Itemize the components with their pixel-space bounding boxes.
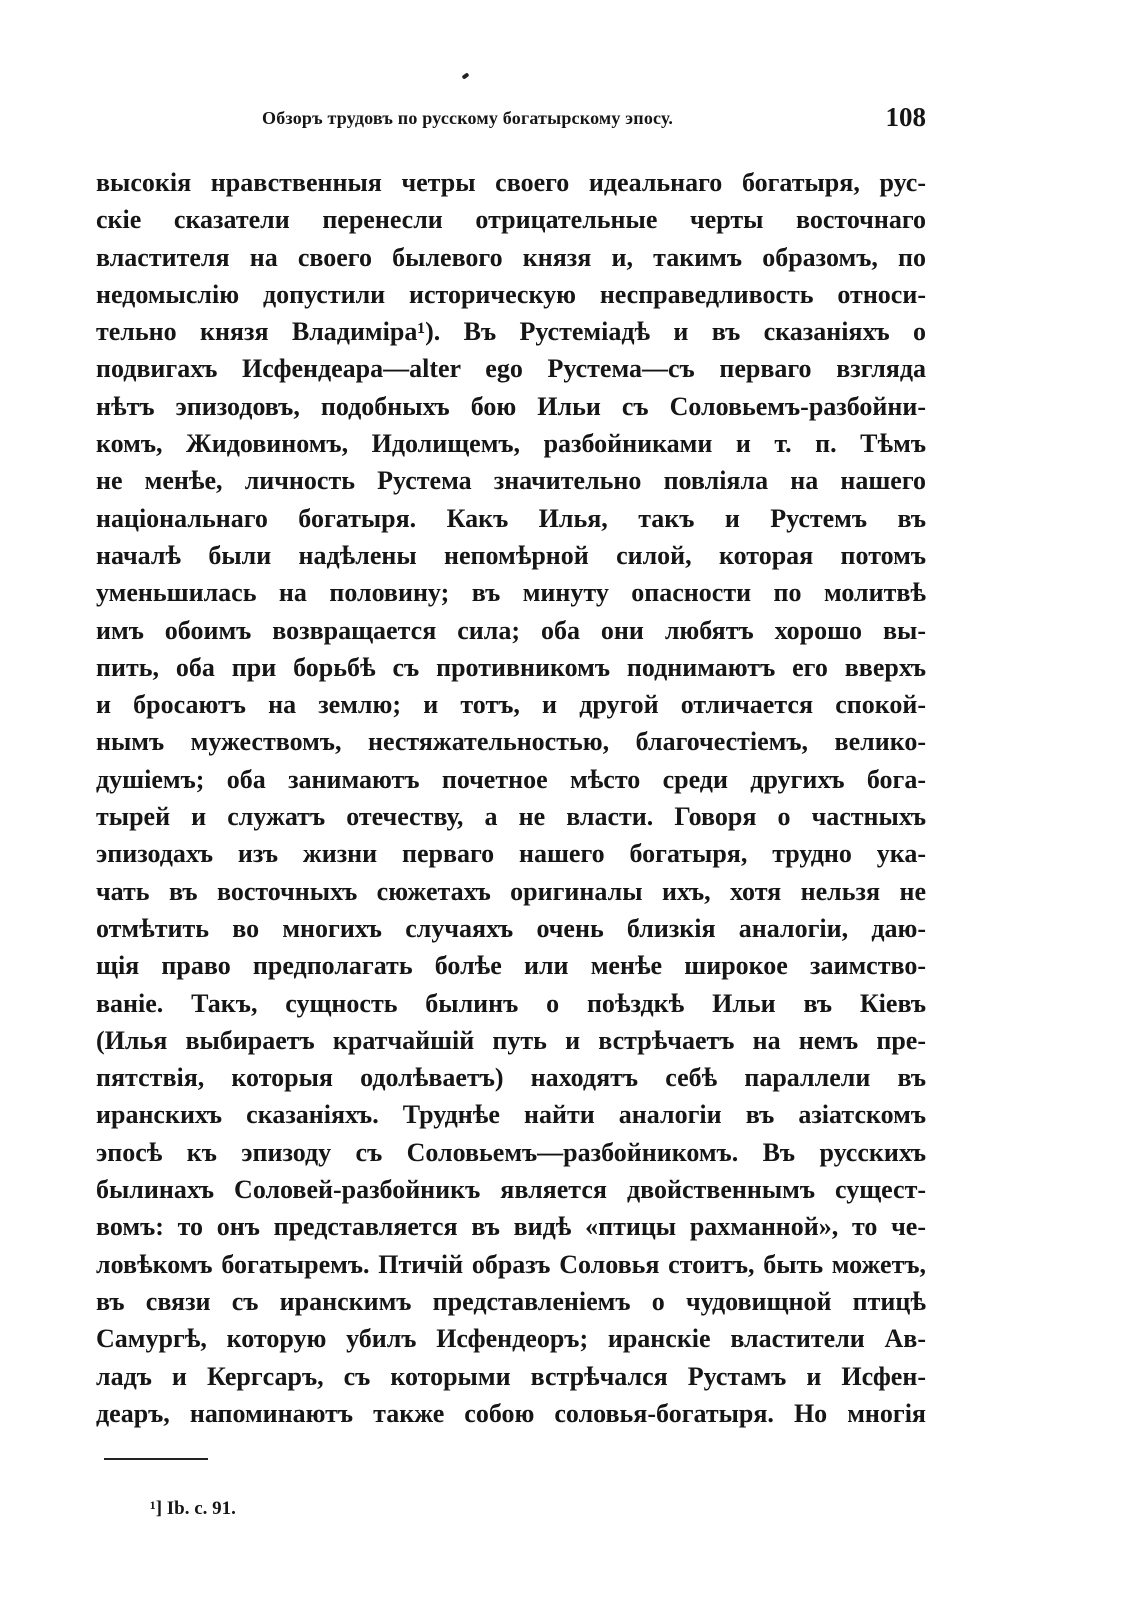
footnote: ¹] Ib. c. 91. <box>150 1498 236 1519</box>
text-line: вомъ: то онъ представляется въ видѣ «птицы рахманной», то че- <box>96 1212 926 1242</box>
text-line: (Илья выбираетъ кратчайшій путь и встрѣчаетъ на немъ пре- <box>96 1025 926 1055</box>
text-line: Самургѣ, которую убилъ Исфендеоръ; иранскіе властители Ав- <box>96 1324 926 1354</box>
text-line: и бросаютъ на землю; и тотъ, и другой отличается спокой- <box>96 690 926 720</box>
text-line: нымъ мужествомъ, нестяжательностью, благочестіемъ, велико- <box>96 727 926 757</box>
text-line: ладъ и Кергсаръ, съ которыми встрѣчался Рустамъ и Исфен- <box>96 1361 926 1391</box>
page-header <box>96 102 926 138</box>
text-line: эпизодахъ изъ жизни перваго нашего богатыря, трудно ука- <box>96 839 926 869</box>
text-line: подвигахъ Исфендеара—alter ego Рустема—съ перваго взгляда <box>96 354 926 384</box>
body-text <box>96 164 926 1432</box>
ink-speck <box>461 72 469 79</box>
text-line: ваніе. Такъ, сущность былинъ о поѣздкѣ Ильи въ Кіевъ <box>96 988 926 1018</box>
footnote-rule <box>104 1458 208 1460</box>
text-line: властителя на своего былевого князя и, такимъ образомъ, по <box>96 242 926 272</box>
text-line: отмѣтить во многихъ случаяхъ очень близкія аналогіи, даю- <box>96 913 926 943</box>
text-line: эпосѣ къ эпизоду съ Соловьемъ—разбойникомъ. Въ русскихъ <box>96 1137 926 1167</box>
text-line: недомыслію допустили историческую несправедливость относи- <box>96 279 926 309</box>
page-number: 108 <box>885 102 926 132</box>
text-line: не менѣе, личность Рустема значительно повліяла на нашего <box>96 466 926 496</box>
text-line: въ связи съ иранскимъ представленіемъ о чудовищной птицѣ <box>96 1286 926 1316</box>
text-line: національнаго богатыря. Какъ Илья, такъ и Рустемъ въ <box>96 503 926 533</box>
text-line: иранскихъ сказаніяхъ. Труднѣе найти аналогіи въ азіатскомъ <box>96 1100 926 1130</box>
text-line: душіемъ; оба занимаютъ почетное мѣсто среди другихъ бога- <box>96 764 926 794</box>
text-line: пятствія, которыя одолѣваетъ) находятъ себѣ параллели въ <box>96 1063 926 1093</box>
text-line: нѣтъ эпизодовъ, подобныхъ бою Ильи съ Соловьемъ-разбойни- <box>96 391 926 421</box>
running-head: Обзоръ трудовъ по русскому богатырскому эпосу. <box>262 108 674 128</box>
text-line: имъ обоимъ возвращается сила; оба они любятъ хорошо вы- <box>96 615 926 645</box>
text-line: деаръ, напоминаютъ также собою соловья-богатыря. Но многія <box>96 1398 926 1428</box>
text-line: скіе сказатели перенесли отрицательные черты восточнаго <box>96 205 926 235</box>
text-line: высокія нравственныя четры своего идеальнаго богатыря, рус- <box>96 168 926 197</box>
text-line: тельно князя Владиміра¹). Въ Рустеміадѣ и въ сказаніяхъ о <box>96 317 926 347</box>
text-line: чать въ восточныхъ сюжетахъ оригиналы ихъ, хотя нельзя не <box>96 876 926 906</box>
text-line: тырей и служатъ отечеству, а не власти. Говоря о частныхъ <box>96 802 926 832</box>
text-line: началѣ были надѣлены непомѣрной силой, которая потомъ <box>96 540 926 570</box>
text-line: пить, оба при борьбѣ съ противникомъ поднимаютъ его вверхъ <box>96 652 926 682</box>
text-line: былинахъ Соловей-разбойникъ является двойственнымъ сущест- <box>96 1175 926 1205</box>
text-line: щія право предполагать болѣе или менѣе широкое заимство- <box>96 951 926 981</box>
text-line: ловѣкомъ богатыремъ. Птичій образъ Соловья стоитъ, быть можетъ, <box>96 1249 926 1279</box>
text-line: уменьшилась на половину; въ минуту опасности по молитвѣ <box>96 578 926 608</box>
text-line: комъ, Жидовиномъ, Идолищемъ, разбойниками и т. п. Тѣмъ <box>96 429 926 459</box>
